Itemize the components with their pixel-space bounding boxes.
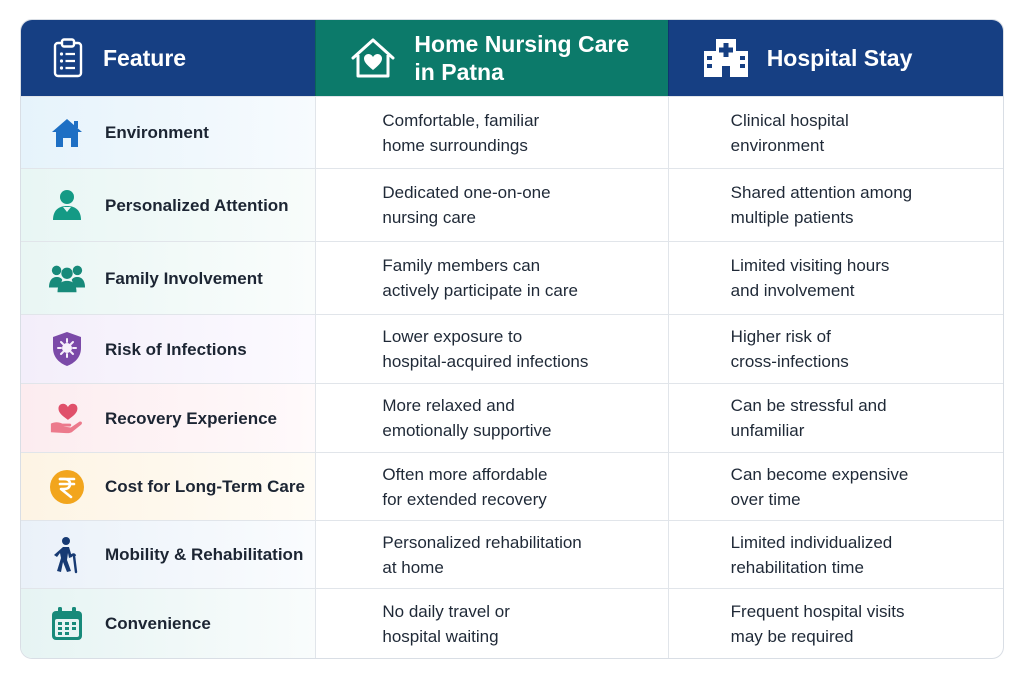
cell-line: Dedicated one-on-one — [382, 183, 551, 202]
cell-line: Can be stressful and — [730, 396, 887, 415]
hospital-cell — [668, 97, 1003, 168]
table-row — [21, 452, 1003, 520]
walking-cane-icon — [49, 537, 85, 573]
header-hospital-label: Hospital Stay — [766, 45, 913, 71]
cell-line: over time — [730, 489, 801, 509]
heart-hand-icon — [49, 400, 85, 436]
home-icon — [49, 115, 85, 151]
header-feature — [21, 20, 315, 96]
feature-label: Convenience — [105, 614, 211, 633]
cell-line: rehabilitation time — [730, 557, 864, 577]
feature-cell — [21, 97, 315, 168]
cell-line: Family members can — [382, 256, 541, 275]
cell-line: environment — [730, 135, 825, 155]
hospital-cell — [668, 453, 1003, 520]
home-care-cell — [315, 242, 667, 314]
cell-line: More relaxed and — [382, 396, 515, 415]
comparison-table — [20, 19, 1004, 659]
cell-line: Personalized rehabilitation — [382, 532, 582, 552]
hospital-cell — [668, 521, 1003, 588]
feature-cell — [21, 169, 315, 241]
cell-line: home surroundings — [382, 135, 528, 155]
cell-line: Limited visiting hours — [730, 256, 890, 275]
cell-line: No daily travel or — [382, 601, 510, 621]
clipboard-icon — [51, 35, 85, 81]
table-row — [21, 588, 1003, 658]
hospital-cell — [668, 242, 1003, 314]
header-hospital-stay — [668, 20, 1003, 96]
cell-line: may be required — [730, 626, 854, 646]
cell-line: Shared attention among — [730, 183, 913, 202]
feature-label: Recovery Experience — [105, 408, 277, 428]
hospital-cell — [668, 589, 1003, 658]
hospital-icon — [701, 35, 751, 81]
table-row — [21, 383, 1003, 452]
home-care-cell — [315, 315, 667, 383]
home-care-cell — [315, 521, 667, 588]
cell-line: hospital waiting — [382, 626, 499, 646]
cell-line: multiple patients — [730, 208, 854, 227]
cell-line: actively participate in care — [382, 281, 578, 300]
home-care-cell — [315, 453, 667, 520]
feature-label: Mobility & Rehabilitation — [105, 545, 304, 564]
feature-cell — [21, 453, 315, 520]
virus-shield-icon — [49, 331, 85, 367]
cell-line: Lower exposure to — [382, 327, 523, 346]
cell-line: emotionally supportive — [382, 421, 552, 440]
cell-line: at home — [382, 557, 444, 577]
feature-label: Cost for Long-Term Care — [105, 477, 305, 496]
cell-line: Frequent hospital visits — [730, 601, 905, 621]
header-home-nursing — [315, 20, 667, 96]
feature-label: Environment — [105, 123, 209, 142]
hospital-cell — [668, 169, 1003, 241]
hospital-cell — [668, 315, 1003, 383]
cell-line: Clinical hospital — [730, 110, 849, 130]
feature-cell — [21, 589, 315, 658]
header-feature-label: Feature — [103, 45, 187, 71]
feature-label: Personalized Attention — [105, 195, 289, 215]
calendar-icon — [49, 606, 85, 642]
cell-line: Comfortable, familiar — [382, 110, 540, 130]
cell-line: unfamiliar — [730, 421, 805, 440]
feature-label: Family Involvement — [105, 268, 263, 288]
table-row — [21, 520, 1003, 588]
home-care-cell — [315, 97, 667, 168]
table-row — [21, 96, 1003, 168]
table-row — [21, 241, 1003, 314]
feature-cell — [21, 315, 315, 383]
table-row — [21, 168, 1003, 241]
feature-cell — [21, 384, 315, 452]
home-care-cell — [315, 169, 667, 241]
cell-line: for extended recovery — [382, 489, 547, 509]
feature-cell — [21, 242, 315, 314]
header-home-label — [414, 30, 629, 86]
cell-line: Limited individualized — [730, 532, 893, 552]
cell-line: Often more affordable — [382, 464, 548, 484]
cell-line: cross-infections — [730, 352, 849, 371]
home-care-cell — [315, 384, 667, 452]
table-header — [21, 20, 1003, 96]
cell-line: Higher risk of — [730, 327, 831, 346]
feature-cell — [21, 521, 315, 588]
cell-line: nursing care — [382, 208, 476, 227]
header-home-line: Home Nursing Care — [414, 31, 630, 57]
home-heart-icon — [348, 35, 398, 81]
header-home-line: in Patna — [414, 59, 504, 85]
rupee-coin-icon — [49, 469, 85, 505]
hospital-cell — [668, 384, 1003, 452]
table-row — [21, 314, 1003, 383]
cell-line: hospital-acquired infections — [382, 352, 589, 371]
family-group-icon — [49, 260, 85, 296]
home-care-cell — [315, 589, 667, 658]
cell-line: Can become expensive — [730, 464, 909, 484]
cell-line: and involvement — [730, 281, 855, 300]
feature-label: Risk of Infections — [105, 339, 247, 359]
nurse-person-icon — [49, 187, 85, 223]
